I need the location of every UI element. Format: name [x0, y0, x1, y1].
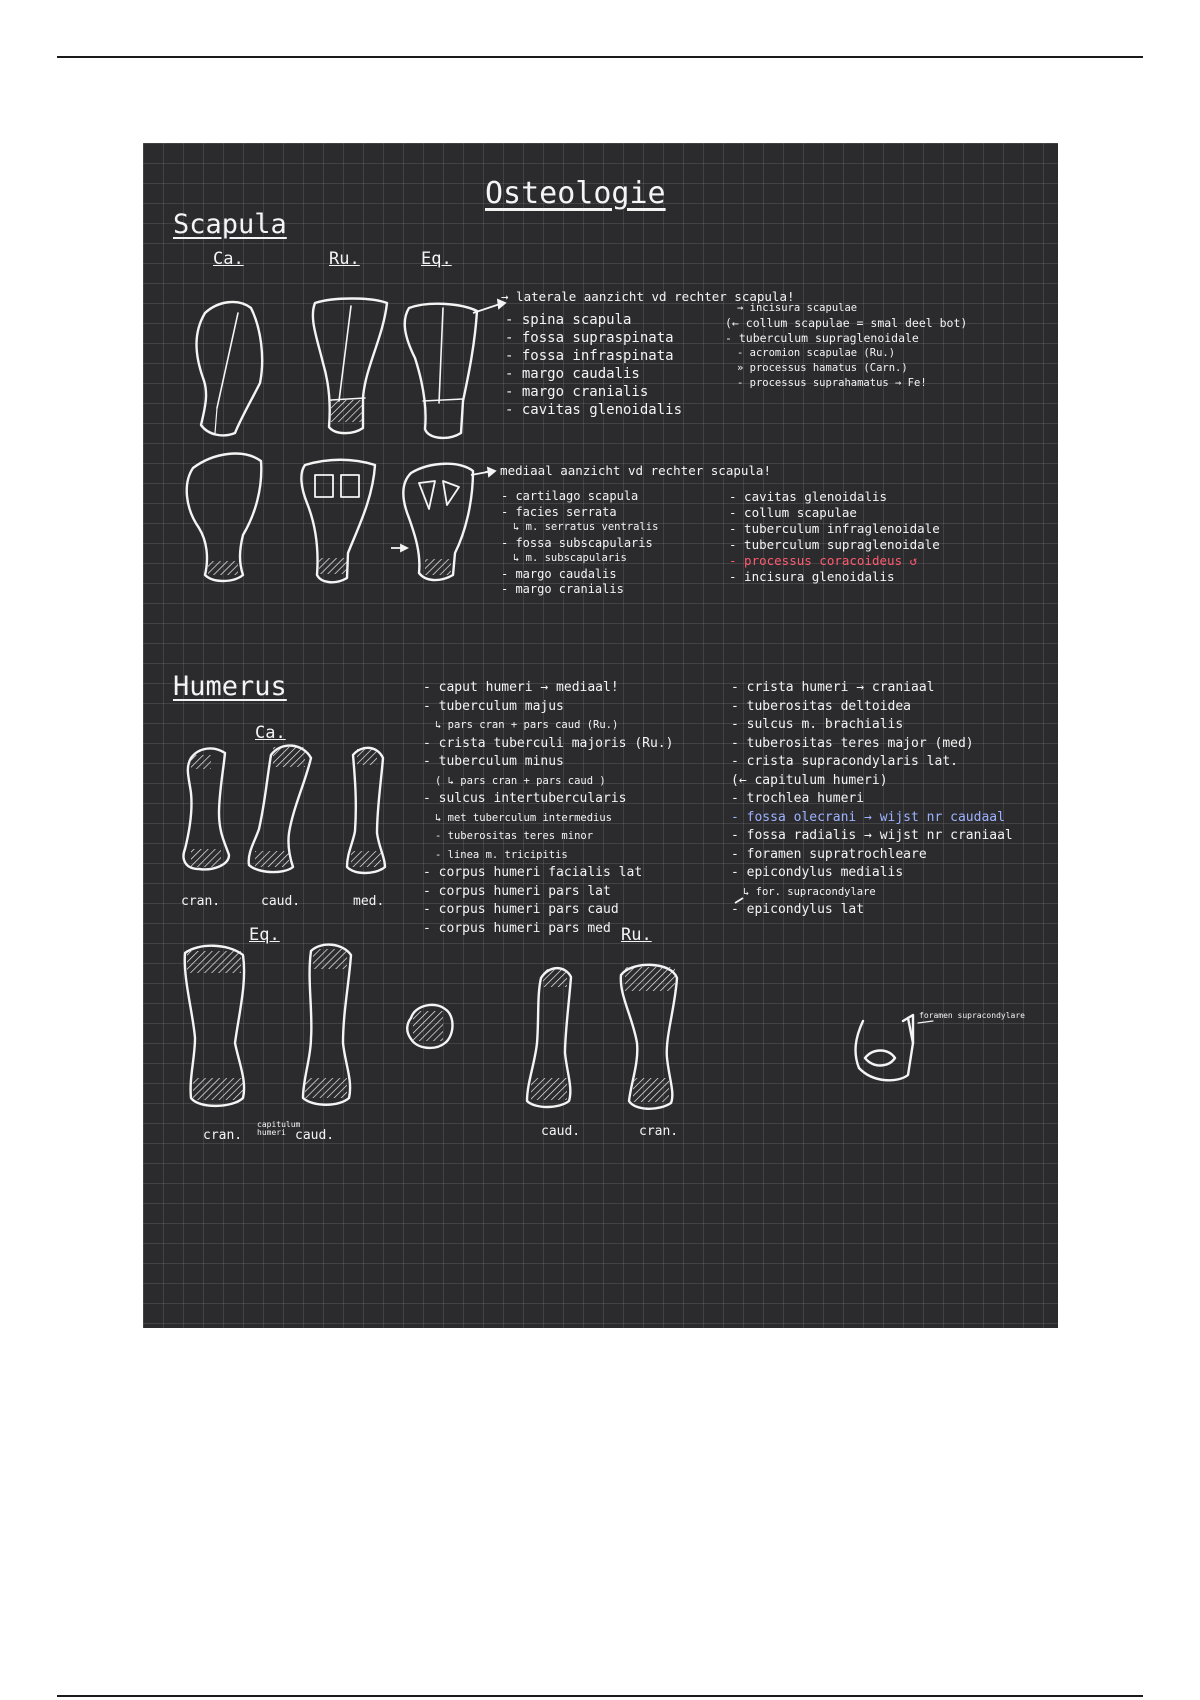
- humerus-list-right-item: - crista supracondylaris lat.: [731, 754, 958, 769]
- scapula-medial-right-item: - processus coracoideus ↺: [729, 553, 918, 568]
- scapula-medial-list-item: - fossa subscapularis: [501, 535, 653, 550]
- scapula-heading: Scapula: [173, 209, 287, 240]
- humerus-list-right-item: (← capitulum humeri): [731, 772, 888, 788]
- humerus-list-right-item: - fossa olecrani → wijst nr caudaal: [731, 809, 1005, 825]
- humerus-list-right-item: - fossa radialis → wijst nr craniaal: [731, 828, 1013, 843]
- humerus-eq-head-crosssection-drawing: [407, 1005, 452, 1048]
- humerus-eq-view-cran: cran.: [203, 1128, 243, 1143]
- humerus-ru-view-caud: caud.: [541, 1124, 581, 1139]
- humerus-list-right-item: - tuberositas deltoidea: [731, 698, 912, 714]
- humerus-list-middle-item: - corpus humeri facialis lat: [423, 865, 643, 880]
- humerus-list-middle-item: - tuberculum minus: [423, 754, 564, 769]
- scapula-medial-list-item: - margo caudalis: [501, 566, 617, 581]
- scapula-medial-list-right: [729, 489, 940, 585]
- humerus-species-eq: Eq.: [249, 925, 280, 945]
- humerus-list-middle-item: - corpus humeri pars lat: [423, 883, 611, 899]
- scapula-lateral-list: [505, 311, 682, 419]
- scapula-lateral-list-item: - cavitas glenoidalis: [505, 402, 683, 418]
- scapula-lateral-right-item: - processus suprahamatus → Fe!: [737, 377, 927, 389]
- scapula-lateral-list-item: - margo cranialis: [505, 384, 649, 400]
- humerus-list-right-item: - epicondylus lat: [731, 902, 865, 917]
- scapula-ru-medial-drawing: [301, 460, 375, 583]
- scapula-eq-medial-drawing: [403, 464, 473, 580]
- humerus-ca-cran-drawing: [184, 748, 229, 869]
- scapula-species-ca: Ca.: [213, 249, 244, 269]
- humerus-ca-view-caud: caud.: [261, 894, 301, 909]
- humerus-list-right-item: - sulcus m. brachialis: [731, 717, 904, 732]
- scapula-species-eq: Eq.: [421, 249, 452, 269]
- capitulum-humeri-label: capitulum humeri: [257, 1120, 301, 1137]
- scapula-ca-medial-drawing: [187, 454, 262, 581]
- scapula-species-ru: Ru.: [329, 249, 360, 269]
- humerus-heading: Humerus: [173, 671, 287, 702]
- scapula-lateral-heading: → laterale aanzicht vd rechter scapula!: [501, 289, 795, 304]
- humerus-list-middle-item: - corpus humeri pars caud: [423, 902, 619, 917]
- notes-board: [143, 143, 1058, 1328]
- scapula-lateral-right-item: » processus hamatus (Carn.): [737, 362, 908, 374]
- humerus-list-middle-item: - linea m. tricipitis: [435, 848, 568, 861]
- humerus-eq-caud-drawing: [303, 945, 351, 1105]
- distal-humerus-foramen-sketch: [856, 1015, 933, 1080]
- humerus-list-middle-item: - tuberculum majus: [423, 698, 564, 714]
- humerus-species-ca: Ca.: [255, 723, 286, 743]
- scapula-lateral-list-item: - margo caudalis: [505, 366, 640, 382]
- humerus-list-middle-item: - tuberositas teres minor: [435, 830, 594, 842]
- scapula-medial-right-item: - tuberculum infraglenoidale: [729, 521, 940, 536]
- top-rule: [57, 56, 1143, 58]
- humerus-ru-cran-drawing: [621, 965, 677, 1109]
- scapula-medial-right-item: - collum scapulae: [729, 505, 857, 520]
- scapula-medial-list-item: ↳ m. subscapularis: [513, 552, 627, 564]
- scapula-eq-lateral-drawing: [405, 304, 477, 438]
- humerus-list-middle-item: - caput humeri → mediaal!: [423, 680, 619, 695]
- humerus-ca-view-cran: cran.: [181, 894, 221, 909]
- scapula-lateral-list-right: [725, 301, 967, 391]
- humerus-list-right: [731, 679, 1013, 920]
- scapula-lateral-list-item: - fossa infraspinata: [505, 348, 674, 364]
- scapula-medial-list-item: - facies serrata: [501, 504, 617, 519]
- scapula-ca-lateral-drawing: [197, 302, 263, 435]
- humerus-list-middle-item: ↳ met tuberculum intermedius: [435, 811, 613, 824]
- scapula-lateral-right-item: - acromion scapulae (Ru.): [737, 347, 896, 359]
- humerus-ru-view-cran: cran.: [639, 1124, 679, 1139]
- humerus-list-middle-item: - sulcus intertubercularis: [423, 791, 627, 806]
- scapula-lateral-right-item: - tuberculum supraglenoidale: [725, 331, 919, 345]
- humerus-list-middle-item: ( ↳ pars cran + pars caud ): [435, 774, 606, 787]
- humerus-list-right-item: - epicondylus medialis: [731, 865, 904, 880]
- scapula-medial-right-item: - tuberculum supraglenoidale: [729, 537, 940, 552]
- scapula-medial-list-item: - cartilago scapula: [501, 489, 639, 503]
- humerus-list-right-item: - foramen supratrochleare: [731, 846, 927, 862]
- humerus-ca-caud-drawing: [249, 746, 311, 873]
- scapula-lateral-list-item: - spina scapula: [505, 312, 632, 328]
- humerus-list-right-item: - tuberositas teres major (med): [731, 735, 974, 751]
- scapula-medial-list-item: ↳ m. serratus ventralis: [513, 521, 659, 533]
- humerus-list-middle-item: - crista tuberculi majoris (Ru.): [423, 735, 674, 751]
- scapula-lateral-list-item: - fossa supraspinata: [505, 330, 674, 346]
- bottom-rule: [57, 1695, 1143, 1697]
- humerus-species-ru: Ru.: [621, 925, 652, 945]
- humerus-list-middle-item: ↳ pars cran + pars caud (Ru.): [435, 719, 619, 731]
- scapula-medial-right-item: - cavitas glenoidalis: [729, 489, 888, 504]
- humerus-list-right-item: - crista humeri → craniaal: [731, 680, 935, 695]
- foramen-supracondylare-label: foramen supracondylare: [919, 1011, 1025, 1020]
- page-title: Osteologie: [485, 176, 666, 211]
- scapula-lateral-right-item: → incisura scapulae: [737, 302, 858, 314]
- scapula-medial-right-item: - incisura glenoidalis: [729, 569, 895, 584]
- humerus-list-right-item: - trochlea humeri: [731, 791, 865, 806]
- humerus-list-middle: [423, 679, 673, 938]
- humerus-ru-caud-drawing: [527, 968, 571, 1107]
- humerus-list-middle-item: - corpus humeri pars med: [423, 920, 611, 936]
- humerus-eq-view-caud: caud.: [295, 1128, 335, 1143]
- scapula-medial-heading: → mediaal aanzicht vd rechter scapula!: [485, 463, 771, 478]
- humerus-ca-med-drawing: [347, 748, 385, 873]
- scapula-lateral-right-item: (← collum scapulae = smal deel bot): [725, 316, 968, 330]
- humerus-eq-cran-drawing: [185, 946, 244, 1106]
- scapula-medial-list: [501, 489, 658, 598]
- humerus-ca-view-med: med.: [353, 894, 385, 909]
- scapula-ru-lateral-drawing: [313, 299, 387, 434]
- scapula-medial-list-item: - margo cranialis: [501, 582, 624, 596]
- humerus-list-right-item: ↳ for. supracondylare: [743, 885, 876, 898]
